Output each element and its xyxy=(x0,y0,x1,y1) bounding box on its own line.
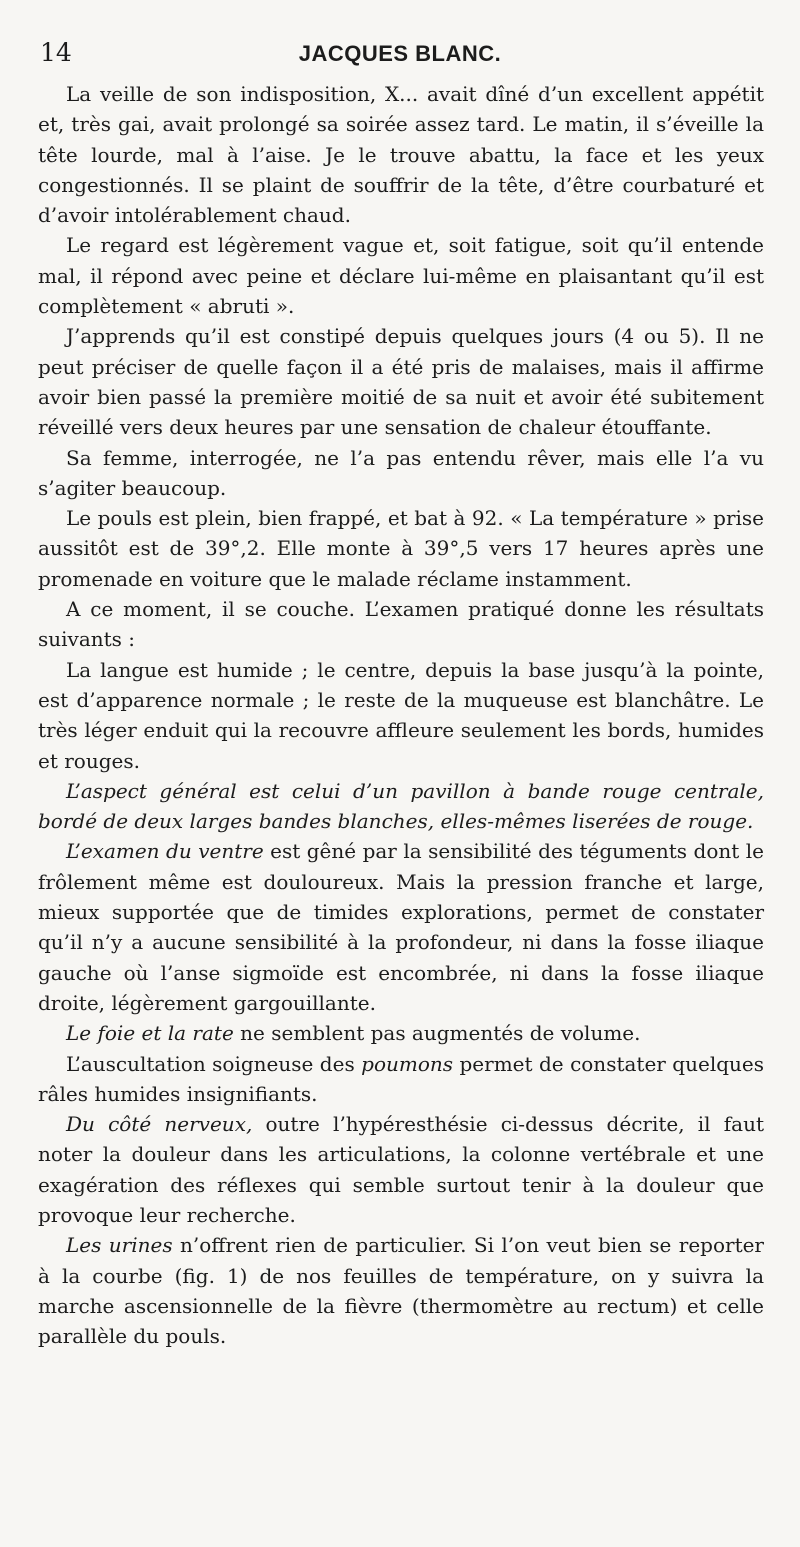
text-run: est gêné par la sensibilité des téguments dont le frôlement même est douloureux. Mais la pression franche et large, mieux supportée que de timides explorations, permet de constater qu’il n’y a aucune sensibilité à la profondeur, ni dans la fosse iliaque gauche où l’anse sigmoïde est encombrée, ni dans la fosse iliaque droite, légèrement gargouillante. xyxy=(38,839,764,1015)
italic-text: L’examen du ventre xyxy=(66,839,264,864)
paragraph xyxy=(38,1230,764,1351)
italic-text: Les urines xyxy=(66,1233,173,1258)
body-text xyxy=(38,79,764,1351)
paragraph xyxy=(38,776,764,837)
paragraph xyxy=(38,594,764,655)
text-run: Sa femme, interrogée, ne l’a pas entendu rêver, mais elle l’a vu s’agiter beaucoup. xyxy=(38,445,764,500)
text-run: ne semblent pas augmentés de volume. xyxy=(233,1021,641,1046)
text-run: Le pouls est plein, bien frappé, et bat à 92. « La température » prise aussitôt est de 39°,2. Elle monte à 39°,5 vers 17 heures après une promenade en voiture que le malade réclame instamment. xyxy=(38,506,764,591)
paragraph xyxy=(38,836,764,1018)
text-run: Le regard est légèrement vague et, soit fatigue, soit qu’il entende mal, il répond avec peine et déclare lui-même en plaisantant qu’il est complètement « abruti ». xyxy=(38,233,764,319)
text-run: outre l’hypéresthésie ci-dessus décrite, il faut noter la douleur dans les articulations, la colonne vertébrale et une exagération des réflexes qui semble surtout tenir à la douleur que provoque leur recherche. xyxy=(38,1112,764,1227)
paragraph xyxy=(38,503,764,594)
paragraph xyxy=(38,655,764,776)
paragraph xyxy=(38,79,764,230)
paragraph xyxy=(38,1018,764,1048)
text-run: La langue est humide ; le centre, depuis la base jusqu’à la pointe, est d’apparence normale ; le reste de la muqueuse est blanchâtre. Le très léger enduit qui la recouvre affleure seulement les bords, humides et rouges. xyxy=(38,657,764,773)
paragraph xyxy=(38,443,764,504)
running-head: JACQUES BLANC. xyxy=(298,41,502,66)
text-run: A ce moment, il se couche. L’examen pratiqué donne les résultats suivants : xyxy=(38,597,764,652)
paragraph xyxy=(38,1109,764,1230)
text-run: permet de constater quelques râles humides insignifiants. xyxy=(38,1051,764,1106)
text-run: L’auscultation soigneuse des xyxy=(66,1051,362,1076)
italic-text: Le foie et la rate xyxy=(66,1021,234,1046)
paragraph xyxy=(38,230,764,321)
paragraph xyxy=(38,321,764,442)
text-run: La veille de son indisposition, X... avait dîné d’un excellent appétit et, très gai, avait prolongé sa soirée assez tard. Le matin, il s’éveille la tête lourde, mal à l’aise. Je le trouve abattu, la face et les yeux congestionnés. Il se plaint de souffrir de la tête, d’être courbaturé et d’avoir intolérablement chaud. xyxy=(38,82,764,228)
italic-text: L’aspect général est celui d’un pavillon à bande rouge centrale, bordé de deux larges bandes blanches, elles-mêmes liserées de rouge. xyxy=(38,778,764,834)
italic-text: poumons xyxy=(361,1051,454,1076)
text-run: J’apprends qu’il est constipé depuis quelques jours (4 ou 5). Il ne peut préciser de quelle façon il a été pris de malaises, mais il affirme avoir bien passé la première moitié de sa nuit et avoir été subitement réveillé vers deux heures par une sensation de chaleur étouffante. xyxy=(38,324,764,440)
page-number: 14 xyxy=(40,38,72,67)
paragraph xyxy=(38,1049,764,1110)
text-run: n’offrent rien de particulier. Si l’on veut bien se reporter à la courbe (fig. 1) de nos feuilles de température, on y suivra la marche ascensionnelle de la fièvre (thermomètre au rectum) et celle parallèle du pouls. xyxy=(38,1233,764,1349)
italic-text: Du côté nerveux, xyxy=(66,1112,253,1137)
page-header xyxy=(40,36,760,72)
